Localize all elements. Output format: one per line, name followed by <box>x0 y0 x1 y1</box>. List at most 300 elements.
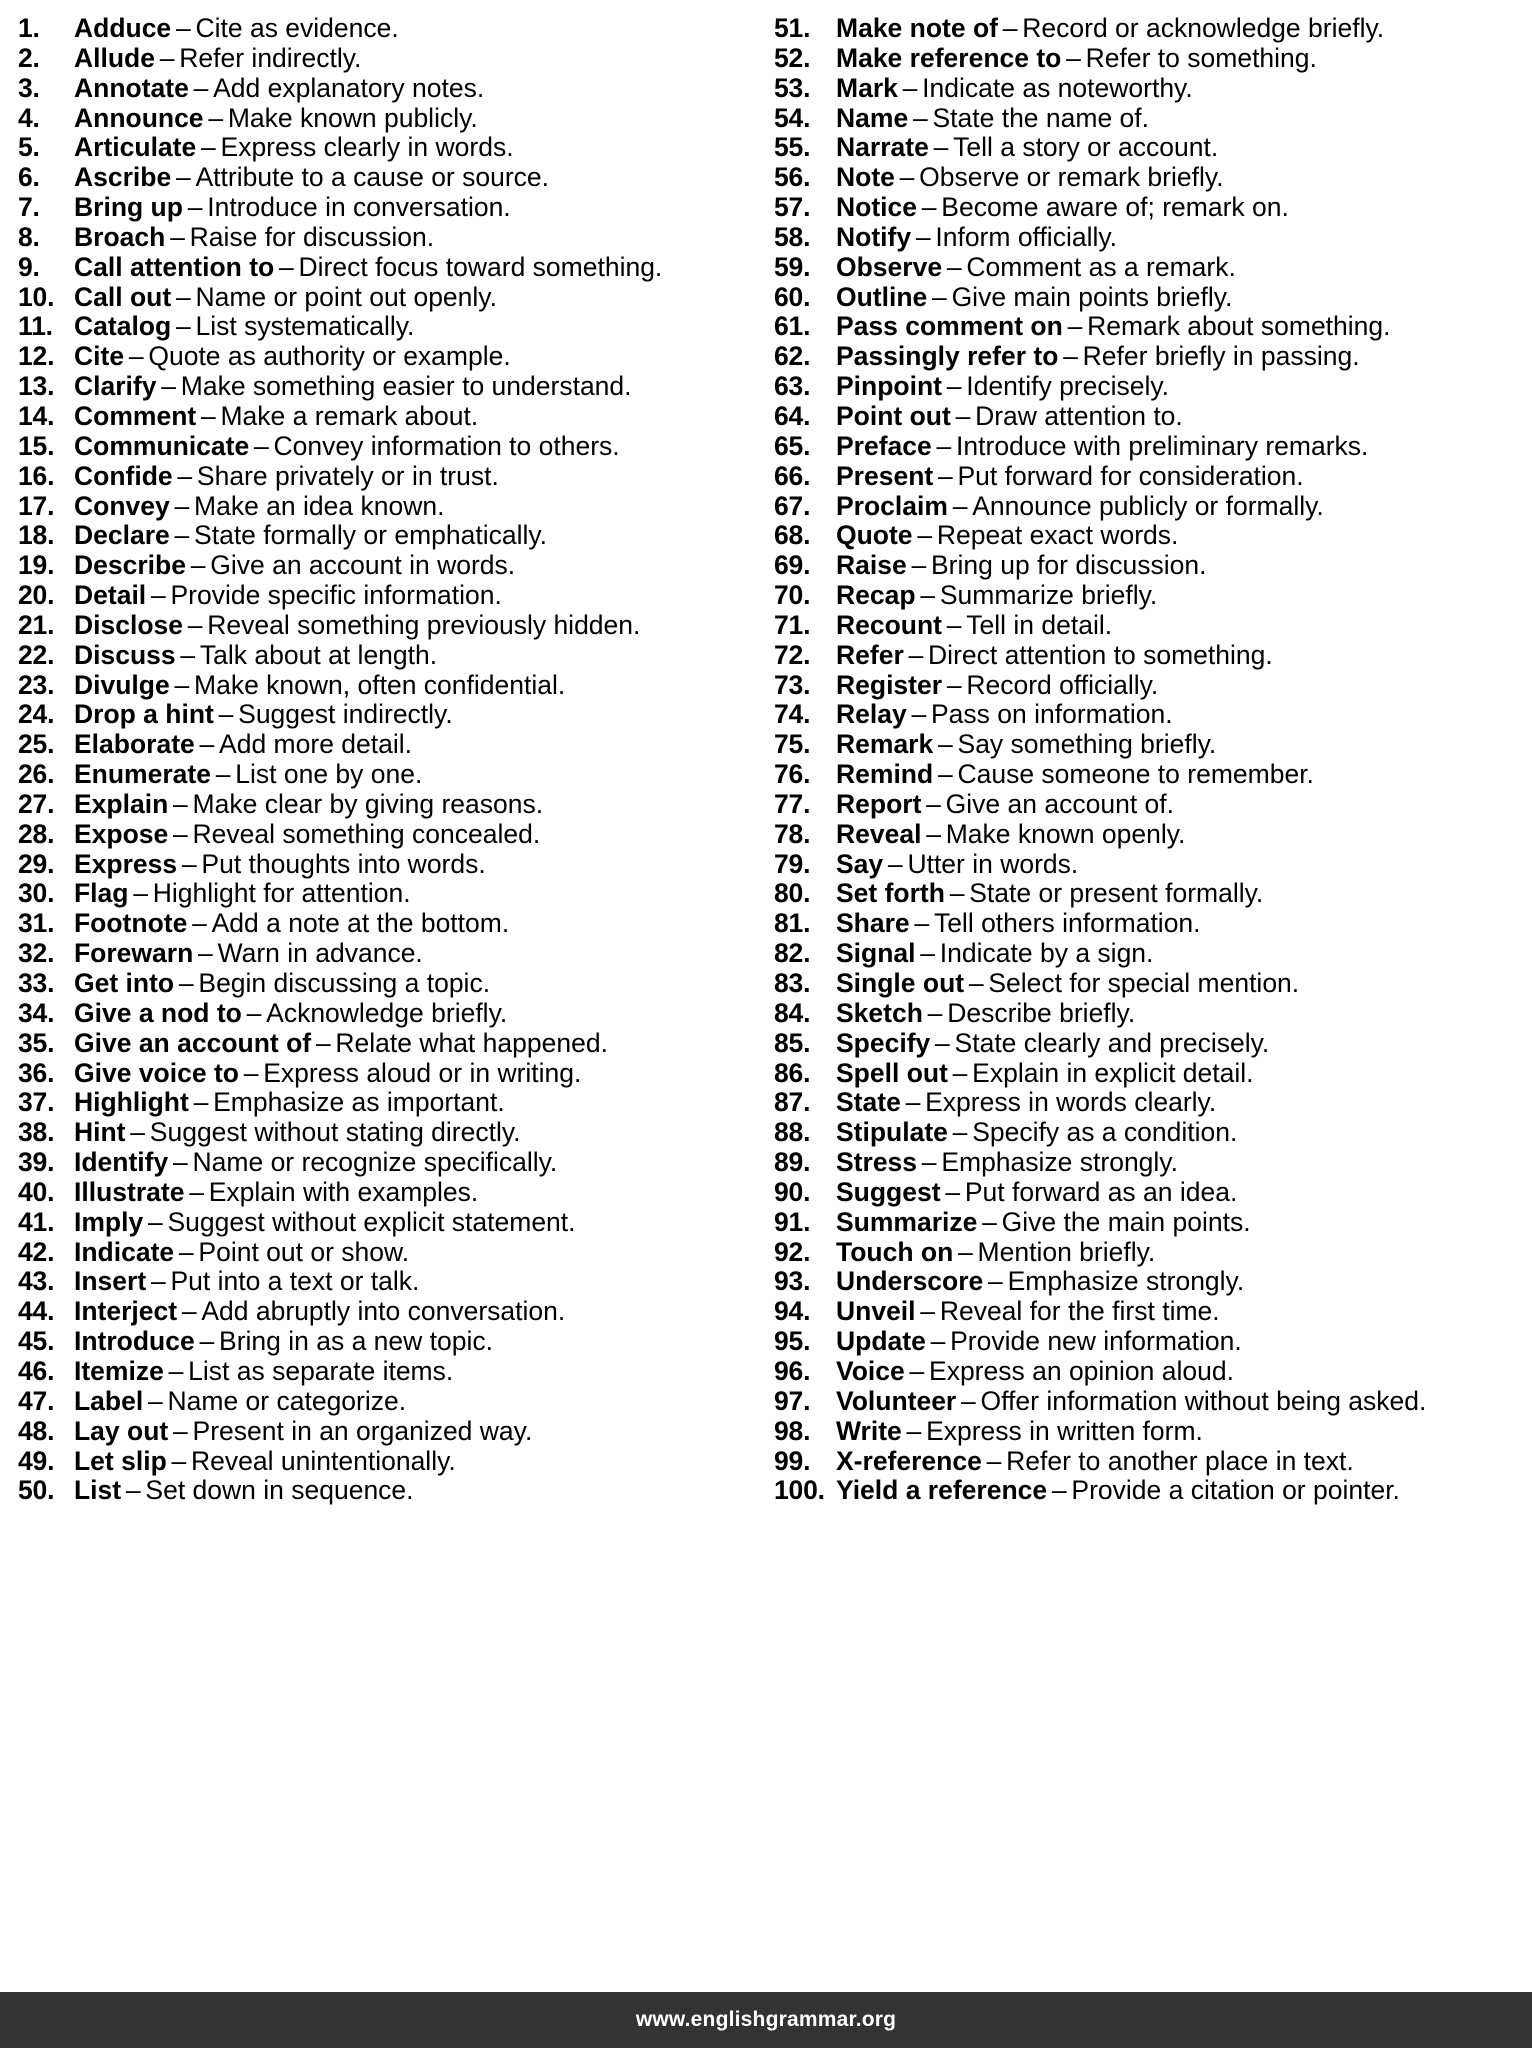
list-item-dash: – <box>1002 13 1018 43</box>
list-item-body <box>836 342 1360 372</box>
list-item-number: 3. <box>18 72 40 103</box>
list-item-body <box>74 74 484 104</box>
list-item-term: Summarize <box>836 1206 978 1237</box>
list-item-body <box>74 611 640 641</box>
list-item-number: 22. <box>18 639 55 670</box>
list-item-body <box>836 372 1169 402</box>
list-item-body <box>74 492 444 522</box>
list-item-term: Articulate <box>74 132 197 163</box>
list-item <box>18 44 762 74</box>
list-item-body <box>74 1088 505 1118</box>
list-item-body <box>74 1297 565 1327</box>
list-item-number: 75. <box>774 729 811 760</box>
list-item <box>18 969 762 999</box>
list-item-body <box>74 1327 493 1357</box>
list-item-dash: – <box>952 1117 968 1148</box>
list-item-definition: Direct attention to something. <box>928 639 1273 670</box>
list-item-term: Touch on <box>836 1236 954 1267</box>
list-item <box>774 1088 1528 1118</box>
list-item-definition: Say something briefly. <box>957 729 1217 760</box>
list-item <box>774 611 1528 641</box>
list-item-term: Register <box>836 669 943 700</box>
list-item <box>18 1267 762 1297</box>
list-item-term: Drop a hint <box>74 699 214 730</box>
list-item-number: 15. <box>18 430 55 461</box>
list-item-body <box>74 879 411 909</box>
list-item-body <box>74 939 423 969</box>
list-item-body <box>836 1447 1354 1477</box>
list-item-body <box>74 1267 419 1297</box>
list-item-dash: – <box>171 1445 187 1476</box>
list-item-term: Remark <box>836 729 934 760</box>
list-item-term: Highlight <box>74 1087 189 1118</box>
list-item-dash: – <box>147 1206 163 1237</box>
list-item-definition: Describe briefly. <box>947 997 1136 1028</box>
list-item-definition: Raise for discussion. <box>189 221 435 252</box>
list-item-term: Make note of <box>836 13 998 43</box>
list-item-definition: State clearly and precisely. <box>954 1027 1270 1058</box>
list-item <box>774 372 1528 402</box>
list-item-definition: Express an opinion aloud. <box>929 1355 1234 1386</box>
list-item-body <box>836 133 1218 163</box>
list-item-number: 94. <box>774 1296 811 1327</box>
list-item-definition: Utter in words. <box>907 848 1079 879</box>
list-item-dash: – <box>937 759 953 790</box>
list-item <box>774 521 1528 551</box>
list-item-number: 38. <box>18 1117 55 1148</box>
list-item <box>774 820 1528 850</box>
list-item-number: 35. <box>18 1027 55 1058</box>
list-item-body <box>836 939 1153 969</box>
list-item-number: 68. <box>774 520 811 551</box>
list-item <box>18 1417 762 1447</box>
list-item-definition: Share privately or in trust. <box>196 460 499 491</box>
list-item-number: 81. <box>774 908 811 939</box>
list-item-definition: Tell a story or account. <box>953 132 1219 163</box>
list-item-dash: – <box>899 162 915 193</box>
list-item-term: Give voice to <box>74 1057 239 1088</box>
list-item-number: 19. <box>18 550 55 581</box>
list-item-term: Enumerate <box>74 759 211 790</box>
list-item-term: Recap <box>836 580 916 611</box>
list-item-number: 100. <box>774 1475 825 1506</box>
list-item-term: Itemize <box>74 1355 164 1386</box>
list-item-definition: Tell others information. <box>933 908 1201 939</box>
list-item-number: 46. <box>18 1355 55 1386</box>
list-item-dash: – <box>125 1475 141 1506</box>
list-item-term: Specify <box>836 1027 931 1058</box>
list-item-definition: Quote as authority or example. <box>148 341 511 372</box>
list-item-definition: Suggest without explicit statement. <box>167 1206 576 1237</box>
list-item-dash: – <box>921 1147 937 1178</box>
list-item-dash: – <box>192 908 207 939</box>
list-item-number: 27. <box>18 788 55 819</box>
list-item-number: 32. <box>18 938 55 969</box>
list-item <box>18 1476 762 1506</box>
list-item-body <box>74 372 632 402</box>
list-item <box>774 1417 1528 1447</box>
list-item-definition: Indicate by a sign. <box>939 938 1154 969</box>
list-item <box>18 1059 762 1089</box>
list-item-term: Notify <box>836 221 912 252</box>
list-item-definition: Summarize briefly. <box>939 580 1158 611</box>
list-item-dash: – <box>915 221 931 252</box>
list-item-dash: – <box>168 1355 184 1386</box>
list-item-dash: – <box>187 609 203 640</box>
list-item <box>774 1447 1528 1477</box>
list-item-dash: – <box>175 281 191 312</box>
list-item-dash: – <box>1066 42 1081 73</box>
list-item <box>774 999 1528 1029</box>
list-item-number: 29. <box>18 848 55 879</box>
list-item <box>18 1327 762 1357</box>
list-item <box>18 850 762 880</box>
list-item-term: Name <box>836 102 909 133</box>
right-column-list <box>774 14 1528 1506</box>
list-item <box>774 342 1528 372</box>
list-item-term: Label <box>74 1385 144 1416</box>
list-item-number: 12. <box>18 341 55 372</box>
right-column <box>766 14 1532 1992</box>
list-item-term: Declare <box>74 520 170 551</box>
list-item-term: Forewarn <box>74 938 194 969</box>
list-item-number: 49. <box>18 1445 55 1476</box>
list-item-number: 2. <box>18 42 40 73</box>
list-item-dash: – <box>946 251 962 282</box>
list-item-body <box>74 1178 478 1208</box>
list-item <box>18 193 762 223</box>
list-item-definition: Repeat exact words. <box>936 520 1179 551</box>
list-item-term: Confide <box>74 460 173 491</box>
list-item-number: 48. <box>18 1415 55 1446</box>
list-item-body <box>74 462 499 492</box>
list-item-term: Refer <box>836 639 904 670</box>
list-item <box>774 74 1528 104</box>
list-item-term: Communicate <box>74 430 250 461</box>
list-item-body <box>836 760 1314 790</box>
list-item-dash: – <box>926 818 941 849</box>
list-item-definition: Give the main points. <box>1001 1206 1251 1237</box>
list-item-definition: Make known, often confidential. <box>194 669 566 700</box>
list-item-body <box>836 1357 1234 1387</box>
list-item <box>774 1118 1528 1148</box>
list-item-body <box>74 133 514 163</box>
list-item-body <box>836 700 1173 730</box>
list-item-body <box>74 432 620 462</box>
list-item-term: Cite <box>74 341 125 372</box>
list-item-number: 40. <box>18 1176 55 1207</box>
list-item-dash: – <box>178 1236 194 1267</box>
list-item-body <box>74 909 509 939</box>
list-item-body <box>74 253 662 283</box>
list-item <box>18 641 762 671</box>
list-item-number: 96. <box>774 1355 811 1386</box>
list-item-number: 45. <box>18 1326 55 1357</box>
list-item-number: 85. <box>774 1027 811 1058</box>
list-item-definition: Convey information to others. <box>273 430 620 461</box>
list-item <box>774 163 1528 193</box>
list-item-dash: – <box>180 639 196 670</box>
list-item-definition: List systematically. <box>195 311 415 342</box>
list-item-term: Announce <box>74 102 204 133</box>
list-item-body <box>836 462 1304 492</box>
list-item-term: Passingly refer to <box>836 341 1059 372</box>
list-item-definition: List as separate items. <box>188 1355 454 1386</box>
list-item-definition: Refer briefly in passing. <box>1082 341 1360 372</box>
list-item-term: Single out <box>836 968 965 998</box>
list-item <box>774 1178 1528 1208</box>
list-item-body <box>74 402 478 432</box>
list-item-term: Proclaim <box>836 490 948 521</box>
list-item-number: 47. <box>18 1385 55 1416</box>
list-item <box>18 14 762 44</box>
list-item-term: Clarify <box>74 371 157 402</box>
list-item <box>774 1208 1528 1238</box>
list-item-dash: – <box>218 699 234 730</box>
list-item-dash: – <box>159 42 175 73</box>
list-item-number: 6. <box>18 162 40 193</box>
list-item-dash: – <box>952 1057 968 1088</box>
list-item-dash: – <box>199 729 215 760</box>
list-item-number: 86. <box>774 1057 811 1088</box>
list-item-dash: – <box>926 788 941 819</box>
list-item <box>774 14 1528 44</box>
list-item-definition: Introduce in conversation. <box>207 192 511 223</box>
list-item-number: 63. <box>774 371 811 402</box>
list-item-term: Stipulate <box>836 1117 948 1148</box>
list-item <box>18 730 762 760</box>
list-item-number: 72. <box>774 639 811 670</box>
list-item-body <box>836 1118 1237 1148</box>
list-item-definition: Give main points briefly. <box>951 281 1233 312</box>
list-item <box>18 312 762 342</box>
list-item-number: 44. <box>18 1296 55 1327</box>
list-item <box>774 909 1528 939</box>
list-item-definition: Bring up for discussion. <box>931 550 1207 581</box>
list-item-term: Preface <box>836 430 932 461</box>
list-item-term: Give an account of <box>74 1027 312 1058</box>
list-item-body <box>836 432 1368 462</box>
list-item-term: Bring up <box>74 192 183 223</box>
list-item-definition: Warn in advance. <box>217 938 423 969</box>
list-item-dash: – <box>128 341 144 372</box>
list-item-term: Sketch <box>836 997 923 1028</box>
list-item-number: 65. <box>774 430 811 461</box>
list-item-body <box>74 223 434 253</box>
list-item-body <box>74 44 361 74</box>
list-item-dash: – <box>887 848 903 879</box>
list-item-dash: – <box>946 371 962 402</box>
list-item-dash: – <box>958 1236 973 1267</box>
list-item-term: Make reference to <box>836 42 1062 73</box>
list-item-definition: Put forward for consideration. <box>957 460 1304 491</box>
list-item-dash: – <box>174 520 190 551</box>
list-item-term: Mark <box>836 72 898 103</box>
list-item <box>774 1327 1528 1357</box>
list-item-dash: – <box>193 72 209 103</box>
list-item-term: Broach <box>74 221 166 252</box>
list-item-dash: – <box>982 1206 997 1237</box>
list-item <box>774 969 1528 999</box>
list-item-body <box>74 342 511 372</box>
list-item-dash: – <box>187 192 203 223</box>
list-item-definition: Identify precisely. <box>966 371 1170 402</box>
list-item <box>18 1118 762 1148</box>
list-item-dash: – <box>173 1147 188 1178</box>
list-item <box>774 1029 1528 1059</box>
list-item-term: Pass comment on <box>836 311 1063 342</box>
list-item <box>18 999 762 1029</box>
list-item-dash: – <box>921 192 937 223</box>
list-item-number: 55. <box>774 132 811 163</box>
list-item <box>774 1059 1528 1089</box>
list-item-body <box>836 1238 1155 1268</box>
list-item-definition: Announce publicly or formally. <box>972 490 1324 521</box>
list-item-dash: – <box>190 550 206 581</box>
list-item-term: Quote <box>836 520 913 551</box>
list-item-term: List <box>74 1475 122 1506</box>
list-item-number: 23. <box>18 669 55 700</box>
list-item-dash: – <box>920 580 936 611</box>
list-item-definition: Express in written form. <box>926 1415 1203 1446</box>
list-item-definition: Set down in sequence. <box>145 1475 414 1506</box>
list-item-definition: Reveal for the first time. <box>939 1296 1220 1327</box>
list-item-number: 76. <box>774 759 811 790</box>
list-item <box>774 760 1528 790</box>
list-item <box>774 1387 1528 1417</box>
list-item-number: 36. <box>18 1057 55 1088</box>
list-item-body <box>74 1476 414 1506</box>
list-item-body <box>836 969 1299 999</box>
list-item-term: Comment <box>74 400 197 431</box>
list-item-number: 74. <box>774 699 811 730</box>
list-item-number: 71. <box>774 609 811 640</box>
list-item-term: Interject <box>74 1296 178 1327</box>
list-item-term: Voice <box>836 1355 905 1386</box>
list-item <box>774 253 1528 283</box>
list-item <box>774 730 1528 760</box>
list-item-body <box>836 641 1273 671</box>
list-item-body <box>836 730 1216 760</box>
list-item-body <box>74 551 515 581</box>
list-item-body <box>74 312 414 342</box>
list-item-body <box>74 1029 608 1059</box>
list-item-body <box>836 104 1149 134</box>
list-item-term: Allude <box>74 42 155 73</box>
list-item-body <box>74 283 497 313</box>
list-item <box>774 193 1528 223</box>
list-item-body <box>836 1476 1400 1506</box>
list-item-body <box>74 999 507 1029</box>
list-item <box>774 939 1528 969</box>
list-item-body <box>836 312 1391 342</box>
list-item-number: 31. <box>18 908 55 939</box>
list-item-term: Introduce <box>74 1326 195 1357</box>
list-item <box>18 909 762 939</box>
list-item-term: State <box>836 1087 901 1118</box>
list-item <box>774 671 1528 701</box>
list-item-definition: Specify as a condition. <box>972 1117 1238 1148</box>
list-item-body <box>836 1387 1426 1417</box>
list-item <box>18 1297 762 1327</box>
list-item-definition: Cite as evidence. <box>195 13 399 43</box>
list-item-body <box>74 969 490 999</box>
list-item-dash: – <box>936 430 952 461</box>
list-item <box>774 283 1528 313</box>
list-item-dash: – <box>161 371 176 402</box>
list-item-body <box>74 193 511 223</box>
list-item-definition: Pass on information. <box>931 699 1173 730</box>
list-item-definition: Present in an organized way. <box>192 1415 533 1446</box>
list-item <box>18 402 762 432</box>
list-item-body <box>74 581 502 611</box>
list-item-term: Flag <box>74 878 129 909</box>
list-item-number: 11. <box>18 311 53 342</box>
list-item-number: 80. <box>774 878 811 909</box>
list-item <box>18 74 762 104</box>
list-item-definition: Cause someone to remember. <box>957 759 1314 790</box>
list-item-term: Write <box>836 1415 902 1446</box>
list-item <box>18 342 762 372</box>
list-item-body <box>836 1297 1220 1327</box>
list-item <box>774 223 1528 253</box>
list-item-body <box>74 850 486 880</box>
list-item-term: Divulge <box>74 669 170 700</box>
list-item-dash: – <box>130 1117 146 1148</box>
list-item-dash: – <box>912 102 928 133</box>
list-item-body <box>836 1148 1178 1178</box>
list-item <box>774 44 1528 74</box>
list-item-dash: – <box>952 490 968 521</box>
list-item-number: 87. <box>774 1087 811 1118</box>
list-item-number: 83. <box>774 968 811 998</box>
list-item-definition: Name or recognize specifically. <box>192 1147 558 1178</box>
list-item-number: 30. <box>18 878 55 909</box>
list-item-term: Raise <box>836 550 907 581</box>
list-item-number: 59. <box>774 251 811 282</box>
list-item <box>774 432 1528 462</box>
list-item-number: 70. <box>774 580 811 611</box>
list-item-definition: Make an idea known. <box>194 490 445 521</box>
list-item-term: Illustrate <box>74 1176 185 1207</box>
list-item-term: Pinpoint <box>836 371 942 402</box>
list-item-term: Note <box>836 162 895 193</box>
list-item-dash: – <box>1063 341 1078 372</box>
list-item-body <box>836 879 1263 909</box>
list-item <box>18 1088 762 1118</box>
list-item-body <box>836 1267 1244 1297</box>
list-item-dash: – <box>133 878 148 909</box>
list-item-number: 54. <box>774 102 811 133</box>
list-item-dash: – <box>946 669 962 700</box>
list-item <box>18 253 762 283</box>
list-item-body <box>836 1088 1216 1118</box>
list-item-dash: – <box>193 1087 209 1118</box>
list-item <box>774 1148 1528 1178</box>
list-item <box>774 1357 1528 1387</box>
list-item-number: 28. <box>18 818 55 849</box>
list-item-dash: – <box>908 639 924 670</box>
list-item-number: 78. <box>774 818 811 849</box>
list-item-number: 90. <box>774 1176 811 1207</box>
list-item <box>774 1476 1528 1506</box>
list-item-number: 5. <box>18 132 40 163</box>
list-item-number: 98. <box>774 1415 811 1446</box>
list-item-term: Indicate <box>74 1236 175 1267</box>
list-item-definition: Inform officially. <box>935 221 1117 252</box>
list-item-body <box>836 283 1232 313</box>
list-item-number: 99. <box>774 1445 811 1476</box>
